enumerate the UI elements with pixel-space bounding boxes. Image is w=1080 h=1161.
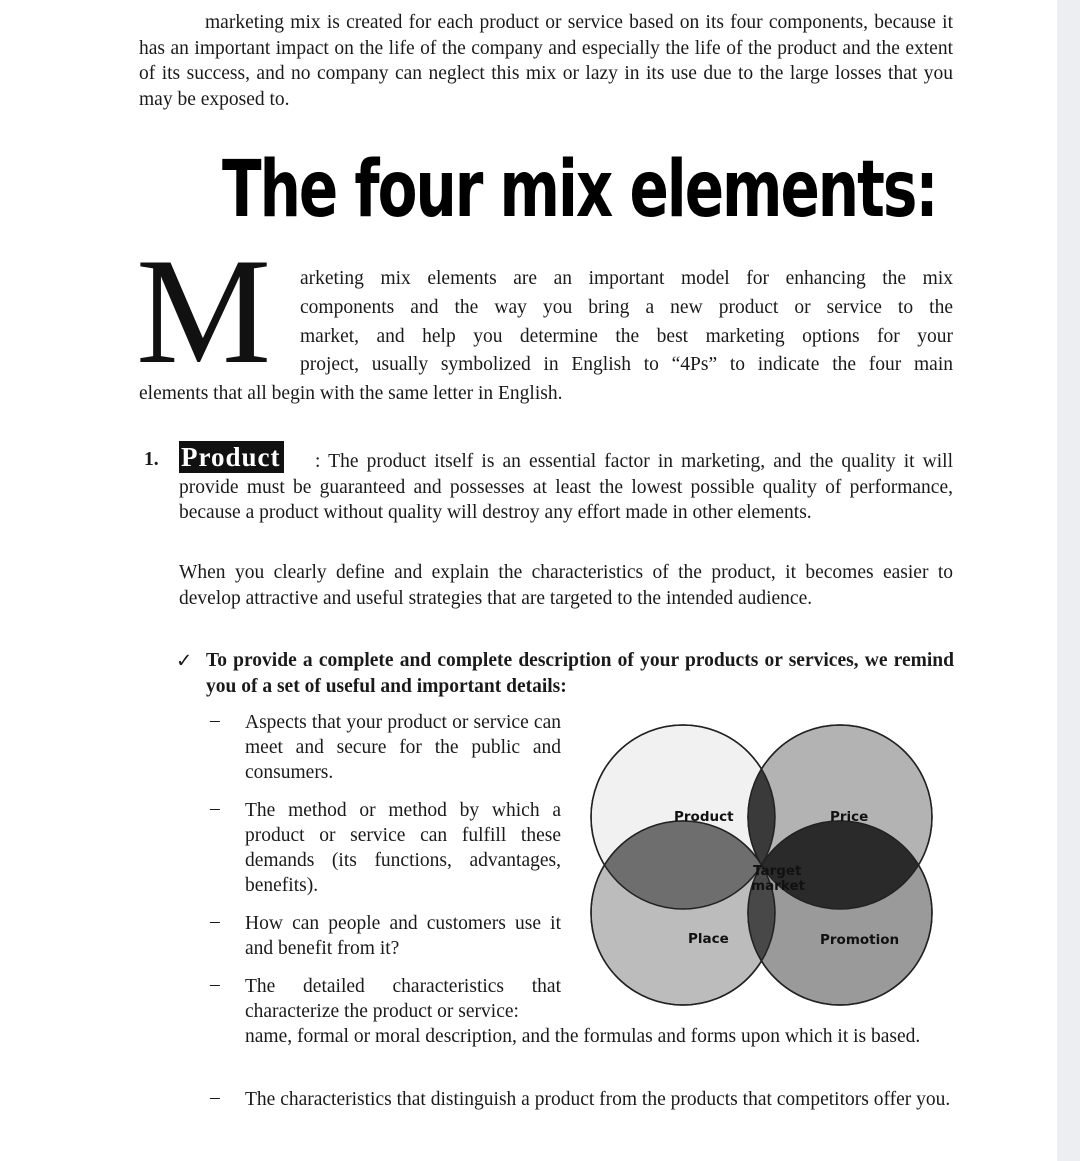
label-target: Target [753, 863, 802, 879]
marketing-mix-venn-diagram [570, 700, 970, 1020]
product-heading: Product [179, 441, 284, 473]
dropcap-tail: elements that all begin with the same letter in English. [139, 383, 563, 404]
intro-paragraph: marketing mix is created for each product or service based on its four components, because it has an important impact on the life of the company and especially the life of the product and the extent of its success, and no company can neglect this mix or lazy in its use due to the large losses that you may be exposed to. [139, 12, 953, 110]
dropcap-line-2: components and the way you bring a new product or service to the [300, 297, 953, 318]
checkmark-icon: ✓ [176, 649, 193, 672]
page-margin-strip [1057, 0, 1080, 1161]
bullet-1: Aspects that your product or service can meet and secure for the public and consumers. [245, 712, 561, 783]
label-promotion: Promotion [820, 932, 900, 948]
bullet-2: The method or method by which a product or service can fulfill these demands (its functions, advantages, benefits). [245, 800, 561, 896]
page-heading: The four mix elements: [222, 142, 937, 235]
bullet-4-continued: name, formal or moral description, and the formulas and forms upon which it is based. [245, 1026, 921, 1047]
checkmark-note-text: To provide a complete and complete description of your products or services, we remind you of a set of useful and important details: [206, 650, 954, 697]
item-number: 1. [144, 449, 159, 470]
bullet-3: How can people and customers use it and benefit from it? [245, 913, 561, 959]
label-place: Place [688, 931, 729, 947]
label-product: Product [674, 809, 734, 825]
dash-bullet: – [210, 911, 220, 932]
dash-bullet: – [210, 974, 220, 995]
checkmark-note [176, 648, 954, 699]
dropcap-line-4: project, usually symbolized in English to “4Ps” to indicate the four main [300, 354, 953, 375]
bullet-5: The characteristics that distinguish a product from the products that competitors offer you. [245, 1089, 951, 1110]
dash-bullet: – [210, 1087, 220, 1108]
drop-cap-letter: M [136, 227, 272, 395]
dropcap-line-3: market, and help you determine the best marketing options for your [300, 326, 953, 347]
label-price: Price [830, 809, 869, 825]
label-market: market [751, 878, 806, 894]
item1-paragraph2: When you clearly define and explain the characteristics of the product, it becomes easier to develop attractive and useful strategies that are targeted to the intended audience. [179, 562, 953, 609]
dash-bullet: – [210, 710, 220, 731]
bullet-4: The detailed characteristics that characterize the product or service: [245, 976, 561, 1022]
item1-text: : The product itself is an essential factor in marketing, and the quality it will provide must be guaranteed and possesses at least the lowest possible quality of performance, because a product without quality will destroy any effort made in other elements. [179, 451, 953, 523]
dropcap-line-1: arketing mix elements are an important model for enhancing the mix [300, 268, 953, 289]
dash-bullet: – [210, 798, 220, 819]
